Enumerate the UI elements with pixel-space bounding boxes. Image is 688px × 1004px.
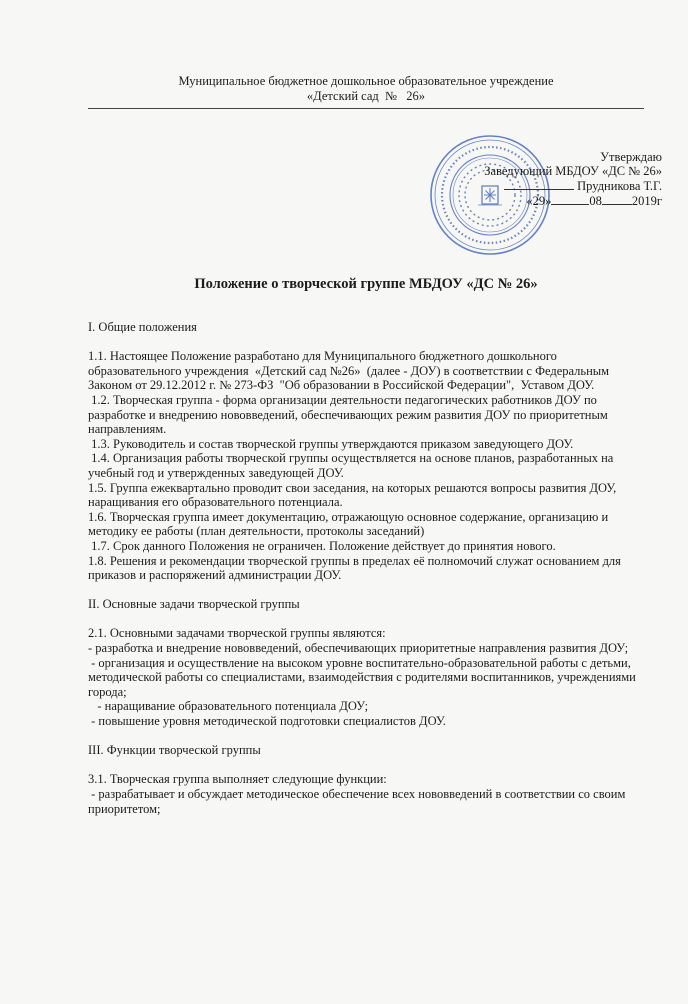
approval-day: «29»: [526, 194, 552, 208]
section-paragraph: 1.4. Организация работы творческой группы осуществляется на основе планов, разработанных на учебный год и утвержденных заведующей ДОУ.: [88, 451, 617, 480]
section-paragraph: 2.1. Основными задачами творческой группы являются:: [88, 626, 386, 641]
document-title: Положение о творческой группе МБДОУ «ДС № 26»: [194, 276, 538, 292]
approval-heading: Утверждаю: [600, 150, 662, 164]
section-spacer: [88, 729, 644, 744]
approval-date: [442, 193, 662, 208]
approver-signature-line: [442, 178, 662, 193]
section-paragraph: 1.8. Решения и рекомендации творческой группы в пределах её полномочий служат основанием для приказов и распоряжений администрации ДОУ.: [88, 553, 625, 583]
section-paragraph: 1.2. Творческая группа - форма организации деятельности педагогических работников ДОУ по разработке и внедрению нововведений, обеспечивающих режим развития ДОУ по приоритетным направлениям.: [88, 392, 611, 437]
section-paragraph: 3.1. Творческая группа выполняет следующие функции:: [88, 772, 387, 787]
approver-name: Прудникова Т.Г.: [577, 179, 662, 193]
org-name-line1: Муниципальное бюджетное дошкольное образовательное учреждение: [178, 74, 554, 88]
section-paragraph: - организация и осуществление на высоком уровне воспитательно-образовательной работы с детьми, методической работы со специалистами, взаимодействия с родителями воспитанников, учреждениями города;: [88, 655, 640, 699]
approval-block: [442, 150, 662, 208]
section-paragraph: 1.7. Срок данного Положения не ограничен. Положение действует до принятия нового.: [88, 538, 556, 553]
section-paragraph: 1.3. Руководитель и состав творческой группы утверждаются приказом заведующего ДОУ.: [88, 436, 574, 451]
approver-position: Заведующий МБДОУ «ДС № 26»: [484, 164, 662, 178]
section-spacer: [88, 583, 644, 598]
section-paragraph: - наращивание образовательного потенциала ДОУ;: [88, 699, 369, 714]
section-paragraph: - разрабатывает и обсуждает методическое обеспечение всех нововведений в соответствии со своим приоритетом;: [88, 787, 629, 816]
approval-month: 08: [589, 194, 602, 208]
document-body: [88, 320, 644, 816]
organization-header: [88, 74, 644, 104]
approval-year: 2019г: [631, 194, 662, 208]
section-paragraph: - разработка и внедрение нововведений, обеспечивающих приоритетные направления развития ДОУ;: [88, 641, 629, 656]
section-paragraph: 1.5. Группа ежеквартально проводит свои заседания, на которых решаются вопросы развития ДОУ, наращивания его образовательного потенциала.: [88, 480, 620, 510]
section-heading: II. Основные задачи творческой группы: [88, 597, 300, 612]
section-heading: III. Функции творческой группы: [88, 743, 261, 758]
section-paragraph: 1.6. Творческая группа имеет документацию, отражающую основное содержание, организацию и методику ее работы (план деятельности, протоколы заседаний): [88, 509, 612, 539]
section-paragraph: - повышение уровня методической подготовки специалистов ДОУ.: [88, 714, 446, 729]
org-name-line2: «Детский сад № 26»: [306, 89, 426, 103]
signature-blank: [504, 178, 574, 190]
section-paragraph: 1.1. Настоящее Положение разработано для Муниципального бюджетного дошкольного образовательного учреждения «Детский сад №26» (далее - ДОУ) в соответствии с Федеральным Законом от 29.12.2012 г. № 273-ФЗ "Об образовании в Российской Федерации", Уставом ДОУ.: [88, 349, 613, 393]
header-divider: [88, 108, 644, 109]
section-heading: I. Общие положения: [88, 320, 197, 334]
